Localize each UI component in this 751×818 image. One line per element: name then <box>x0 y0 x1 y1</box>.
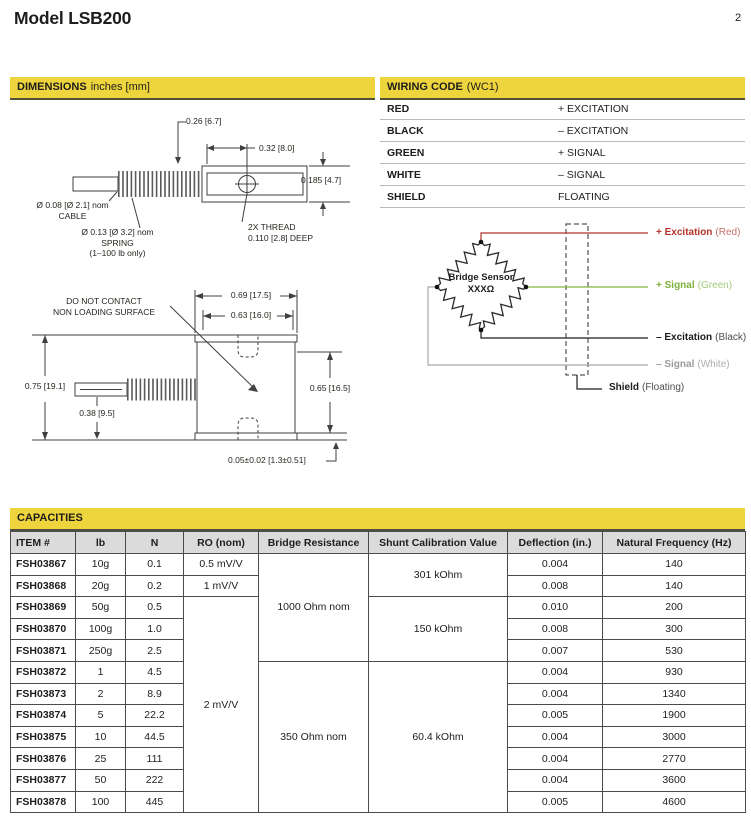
dim-065: 0.65 [16.5] <box>309 383 351 393</box>
wire-function-label: – EXCITATION <box>558 124 629 137</box>
cell: 1900 <box>603 705 746 727</box>
cell: 3000 <box>603 726 746 748</box>
wire-color-label: GREEN <box>387 146 425 159</box>
column-header: N <box>126 532 184 554</box>
wire-color-label: WHITE <box>387 168 421 181</box>
column-header: ITEM # <box>11 532 76 554</box>
dim-075: 0.75 [19.1] <box>24 381 66 391</box>
cell: 1 mV/V <box>184 575 259 597</box>
cell: FSH03873 <box>11 683 76 705</box>
column-header: Deflection (in.) <box>508 532 603 554</box>
dim-069: 0.69 [17.5] <box>230 290 272 300</box>
wire-color-label: SHIELD <box>387 190 426 203</box>
cell: 0.004 <box>508 554 603 576</box>
column-header: RO (nom) <box>184 532 259 554</box>
cell: 0.005 <box>508 791 603 813</box>
cell: 0.008 <box>508 618 603 640</box>
cell: 2 <box>76 683 126 705</box>
lead-paren-text: (Black) <box>715 332 747 343</box>
cell: 0.1 <box>126 554 184 576</box>
cell: 100 <box>76 791 126 813</box>
bridge-label-line2: XXXΩ <box>467 284 495 295</box>
dim-026: 0.26 [6.7] <box>186 116 222 126</box>
cell: 0.007 <box>508 640 603 662</box>
cell: 10 <box>76 726 126 748</box>
wire-function-label: – SIGNAL <box>558 168 606 181</box>
cable-label-line2: CABLE <box>58 210 87 221</box>
cell: 44.5 <box>126 726 184 748</box>
column-header: Bridge Resistance <box>259 532 369 554</box>
side-view-drawing <box>10 100 375 258</box>
capacities-section-header <box>10 508 745 531</box>
bridge-wiring-diagram <box>380 212 751 430</box>
bridge-sensor-label <box>436 272 526 296</box>
bridge-diagram-svg <box>380 212 751 430</box>
lead-label-neg-signal <box>656 359 730 370</box>
wiring-row <box>380 120 745 142</box>
page-number: 2 <box>735 12 742 24</box>
lead-bold-text: Shield <box>609 382 640 393</box>
wiring-row <box>380 164 745 186</box>
cell: 1000 Ohm nom <box>259 554 369 662</box>
cell: 100g <box>76 618 126 640</box>
table-row <box>11 597 746 619</box>
wire-function-label: FLOATING <box>558 190 610 203</box>
cell: 22.2 <box>126 705 184 727</box>
lead-label-neg-excitation <box>656 332 746 343</box>
lead-paren-text: (Floating) <box>642 382 685 393</box>
cell: FSH03872 <box>11 661 76 683</box>
cable-label <box>20 200 125 221</box>
cell: 0.004 <box>508 748 603 770</box>
wiring-row <box>380 98 745 120</box>
wiring-title: WIRING CODE <box>387 81 463 93</box>
cell: 250g <box>76 640 126 662</box>
lead-paren-text: (Red) <box>715 227 741 238</box>
cable-label-line1: Ø 0.08 [Ø 2.1] nom <box>36 200 109 210</box>
cell: 445 <box>126 791 184 813</box>
cell: 1 <box>76 661 126 683</box>
cell: 4600 <box>603 791 746 813</box>
warning-line2: NON LOADING SURFACE <box>52 306 156 317</box>
page-title: Model LSB200 <box>14 8 132 28</box>
column-header: Natural Frequency (Hz) <box>603 532 746 554</box>
cell: 2.5 <box>126 640 184 662</box>
cell: 50 <box>76 769 126 791</box>
cell: 4.5 <box>126 661 184 683</box>
thread-label-line2: 0.110 [2.8] DEEP <box>248 232 314 243</box>
dimensions-subtitle: inches [mm] <box>90 81 150 93</box>
wire-function-label: + SIGNAL <box>558 146 606 159</box>
cell: 301 kOhm <box>369 554 508 597</box>
cell: FSH03874 <box>11 705 76 727</box>
warning-label <box>38 296 170 317</box>
wiring-section-header <box>380 77 745 100</box>
cell: FSH03868 <box>11 575 76 597</box>
wire-function-label: + EXCITATION <box>558 102 629 115</box>
capacities-title: CAPACITIES <box>17 512 83 524</box>
cell: 140 <box>603 575 746 597</box>
wiring-row <box>380 142 745 164</box>
cell: FSH03870 <box>11 618 76 640</box>
lead-label-pos-excitation <box>656 227 740 238</box>
cell: 2 mV/V <box>184 597 259 813</box>
cell: FSH03878 <box>11 791 76 813</box>
cell: 1340 <box>603 683 746 705</box>
table-row <box>11 554 746 576</box>
cell: 111 <box>126 748 184 770</box>
wiring-code-table <box>380 98 745 208</box>
thread-label-line1: 2X THREAD <box>248 222 296 232</box>
dim-032: 0.32 [8.0] <box>259 143 295 153</box>
lead-paren-text: (Green) <box>697 280 733 291</box>
column-header: Shunt Calibration Value <box>369 532 508 554</box>
cable-sheath-outline <box>566 224 588 375</box>
cell: 10g <box>76 554 126 576</box>
cell: 930 <box>603 661 746 683</box>
cell: 3600 <box>603 769 746 791</box>
cell: 0.004 <box>508 683 603 705</box>
cell: 0.004 <box>508 661 603 683</box>
cell: 350 Ohm nom <box>259 661 369 812</box>
dim-005: 0.05±0.02 [1.3±0.51] <box>228 455 306 465</box>
lead-paren-text: (White) <box>697 359 730 370</box>
cell: 50g <box>76 597 126 619</box>
cell: 0.008 <box>508 575 603 597</box>
wiring-subtitle: (WC1) <box>466 81 499 93</box>
cell: 0.5 <box>126 597 184 619</box>
cell: 0.5 mV/V <box>184 554 259 576</box>
cell: FSH03875 <box>11 726 76 748</box>
capacities-table <box>10 531 746 813</box>
cell: 140 <box>603 554 746 576</box>
cell: FSH03876 <box>11 748 76 770</box>
table-row <box>11 661 746 683</box>
wiring-row <box>380 186 745 208</box>
cell: FSH03869 <box>11 597 76 619</box>
cell: 60.4 kOhm <box>369 661 508 812</box>
header-row <box>11 532 746 554</box>
dim-0185: 0.185 [4.7] <box>301 175 342 185</box>
cell: 0.004 <box>508 769 603 791</box>
lead-label-pos-signal <box>656 280 732 291</box>
dim-063: 0.63 [16.0] <box>230 310 272 320</box>
lead-bold-text: + Excitation <box>656 227 713 238</box>
spring-label-line1: Ø 0.13 [Ø 3.2] nom <box>81 227 154 237</box>
dimensions-section-header <box>10 77 375 100</box>
bridge-label-line1: Bridge Sensor <box>448 272 514 283</box>
dimensions-title: DIMENSIONS <box>17 81 87 93</box>
cell: 222 <box>126 769 184 791</box>
cell: 200 <box>603 597 746 619</box>
cell: 5 <box>76 705 126 727</box>
warning-line1: DO NOT CONTACT <box>66 296 142 306</box>
cell: FSH03871 <box>11 640 76 662</box>
spring-label-line2: SPRING <box>101 237 134 248</box>
dim-038: 0.38 [9.5] <box>79 408 115 418</box>
lead-bold-text: + Signal <box>656 280 695 291</box>
cell: 2770 <box>603 748 746 770</box>
lead-bold-text: – Signal <box>656 359 695 370</box>
column-header: lb <box>76 532 126 554</box>
cell: 20g <box>76 575 126 597</box>
cell: 8.9 <box>126 683 184 705</box>
cell: 1.0 <box>126 618 184 640</box>
lead-bold-text: – Excitation <box>656 332 713 343</box>
spring-label-line3: (1–100 lb only) <box>89 248 146 258</box>
cell: FSH03867 <box>11 554 76 576</box>
cell: 0.010 <box>508 597 603 619</box>
cell: 0.004 <box>508 726 603 748</box>
cell: 25 <box>76 748 126 770</box>
cell: 300 <box>603 618 746 640</box>
cell: 0.2 <box>126 575 184 597</box>
cell: FSH03877 <box>11 769 76 791</box>
lead-label-shield <box>609 382 684 393</box>
wire-color-label: RED <box>387 102 410 115</box>
cell: 150 kOhm <box>369 597 508 662</box>
cell: 0.005 <box>508 705 603 727</box>
wire-color-label: BLACK <box>387 124 424 137</box>
cell: 530 <box>603 640 746 662</box>
